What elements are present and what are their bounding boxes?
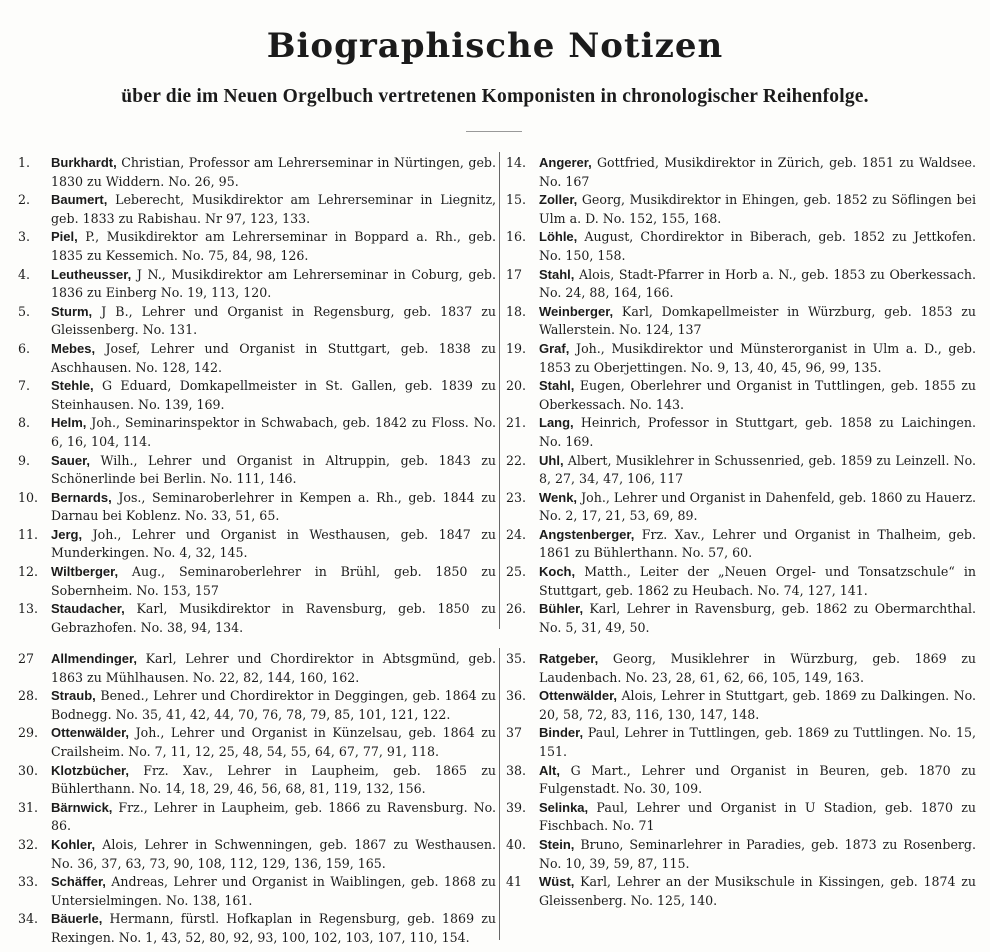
entry-text: Frz. Xav., Lehrer und Organist in Thalheim, geb. 1861 zu Bühlerthann. No. 57, 60. <box>539 526 976 561</box>
entry-text: Alois, Stadt-Pfarrer in Horb a. N., geb. 1853 zu Oberkessach. No. 24, 88, 164, 166. <box>539 266 976 301</box>
composer-name: Piel, <box>51 229 78 245</box>
biography-entry <box>18 873 496 910</box>
biography-entry <box>506 414 976 451</box>
composer-name: Weinberger, <box>539 303 614 319</box>
biography-entry <box>506 724 976 761</box>
composer-name: Angstenberger, <box>539 526 635 542</box>
entry-text: Bruno, Seminarlehrer in Paradies, geb. 1873 zu Rosenberg. No. 10, 39, 59, 87, 115. <box>539 836 976 871</box>
entry-number: 38. <box>506 762 527 778</box>
entry-number: 30. <box>18 762 39 778</box>
composer-name: Ottenwälder, <box>51 725 130 741</box>
composer-name: Bäuerle, <box>51 911 103 927</box>
biography-entry <box>506 600 976 637</box>
composer-name: Allmendinger, <box>51 651 137 666</box>
composer-name: Stein, <box>539 836 575 852</box>
entry-number: 41 <box>506 874 523 890</box>
entry-number: 5. <box>18 303 31 319</box>
biography-entry <box>506 563 976 600</box>
biography-entry <box>18 489 496 526</box>
entry-number: 7. <box>18 378 31 394</box>
composer-name: Ottenwälder, <box>539 688 618 704</box>
composer-name: Burkhardt, <box>51 155 117 170</box>
entry-text: P., Musikdirektor am Lehrerseminar in Boppard a. Rh., geb. 1835 zu Kessemich. No. 75, 84, 98, 126. <box>51 229 496 263</box>
entry-number: 35. <box>506 651 527 666</box>
composer-name: Klotzbücher, <box>51 762 130 778</box>
biography-entry <box>506 489 976 526</box>
biography-entry <box>18 687 496 724</box>
biography-entry <box>18 266 496 303</box>
biography-entry <box>18 836 496 873</box>
biography-entry <box>506 303 976 340</box>
entry-text: Leberecht, Musikdirektor am Lehrerseminar in Liegnitz, geb. 1833 zu Rabishau. Nr 97, 123, 133. <box>51 192 496 226</box>
column-divider-bottom <box>499 648 500 940</box>
entry-number: 9. <box>18 452 31 468</box>
biography-entry <box>506 340 976 377</box>
entry-text: Georg, Musiklehrer in Würzburg, geb. 1869 zu Laudenbach. No. 23, 28, 61, 62, 66, 105, 149, 163. <box>539 651 976 685</box>
biography-entry <box>18 526 496 563</box>
entry-number: 1. <box>18 155 31 170</box>
entry-number: 40. <box>506 836 527 852</box>
entry-text: Josef, Lehrer und Organist in Stuttgart, geb. 1838 zu Aschhausen. No. 128, 142. <box>51 340 496 375</box>
biography-entry <box>506 799 976 836</box>
composer-name: Wenk, <box>539 489 578 505</box>
entry-text: Joh., Seminarinspektor in Schwabach, geb. 1842 zu Floss. No. 6, 16, 104, 114. <box>51 415 496 449</box>
entry-number: 26. <box>506 601 527 617</box>
page-title: Biographische Notizen <box>266 26 724 66</box>
entry-number: 25. <box>506 564 527 580</box>
section-2-left-column <box>18 650 496 948</box>
entry-number: 29. <box>18 725 39 741</box>
biography-entry <box>18 303 496 340</box>
entry-text: Andreas, Lehrer und Organist in Waiblingen, geb. 1868 zu Untersielmingen. No. 138, 161. <box>51 874 496 908</box>
entry-text: Karl, Domkapellmeister in Würzburg, geb. 1853 zu Wallerstein. No. 124, 137 <box>539 303 976 338</box>
entry-number: 20. <box>506 378 527 394</box>
biography-entry <box>506 762 976 799</box>
entry-number: 6. <box>18 340 31 356</box>
composer-name: Stahl, <box>539 266 575 282</box>
entry-text: Karl, Lehrer in Ravensburg, geb. 1862 zu Obermarchthal. No. 5, 31, 49, 50. <box>539 601 976 635</box>
entry-number: 31. <box>18 799 39 815</box>
entry-number: 19. <box>506 340 527 356</box>
entry-text: Eugen, Oberlehrer und Organist in Tuttlingen, geb. 1855 zu Oberkessach. No. 143. <box>539 378 976 412</box>
entry-text: Albert, Musiklehrer in Schussenried, geb. 1859 zu Leinzell. No. 8, 27, 34, 47, 106, 117 <box>539 452 976 487</box>
composer-name: Mebes, <box>51 340 96 356</box>
entry-text: Georg, Musikdirektor in Ehingen, geb. 1852 zu Söflingen bei Ulm a. D. No. 152, 155, 168. <box>539 192 976 226</box>
composer-name: Sturm, <box>51 303 93 319</box>
composer-name: Jerg, <box>51 526 83 542</box>
entry-number: 22. <box>506 452 527 468</box>
entry-number: 4. <box>18 266 31 282</box>
page-subtitle: über die im Neuen Orgelbuch vertretenen Komponisten in chronologischer Reihenfolge. <box>121 86 869 107</box>
entry-text: Joh., Musikdirektor und Münsterorganist in Ulm a. D., geb. 1853 zu Oberjettingen. No. 9, 13, 40, 45, 96, 99, 135. <box>539 340 976 375</box>
biography-entry <box>506 228 976 265</box>
composer-name: Baumert, <box>51 192 108 208</box>
composer-name: Uhl, <box>539 452 564 468</box>
entry-number: 3. <box>18 229 31 245</box>
biography-entry <box>18 377 496 414</box>
entry-text: Bened., Lehrer und Chordirektor in Deggingen, geb. 1864 zu Bodnegg. No. 35, 41, 42, 44, 70, 76, 78, 79, 85, 101, 121, 122. <box>51 688 496 722</box>
composer-name: Bärnwick, <box>51 799 113 815</box>
entry-text: Matth., Leiter der „Neuen Orgel- und Tonsatzschule“ in Stuttgart, geb. 1862 zu Heubach. No. 74, 127, 141. <box>539 564 976 598</box>
entry-number: 14. <box>506 155 527 170</box>
entry-number: 24. <box>506 526 527 542</box>
entry-text: Karl, Lehrer an der Musikschule in Kissingen, geb. 1874 zu Gleissenberg. No. 125, 140. <box>539 874 976 908</box>
biography-entry <box>18 414 496 451</box>
entry-number: 11. <box>18 526 39 542</box>
entry-number: 32. <box>18 836 39 852</box>
biography-entry <box>506 452 976 489</box>
entry-number: 13. <box>18 601 39 617</box>
entry-text: Joh., Lehrer und Organist in Westhausen, geb. 1847 zu Munderkingen. No. 4, 32, 145. <box>51 526 496 561</box>
column-divider-top <box>499 152 500 629</box>
section-2-right-column <box>506 650 976 910</box>
biography-entry <box>18 910 496 947</box>
biography-entry <box>506 687 976 724</box>
entry-text: Alois, Lehrer in Stuttgart, geb. 1869 zu Dalkingen. No. 20, 58, 72, 83, 116, 130, 147, 148. <box>539 688 976 722</box>
biography-entry <box>506 377 976 414</box>
entry-text: J N., Musikdirektor am Lehrerseminar in Coburg, geb. 1836 zu Einberg No. 19, 113, 120. <box>51 266 496 301</box>
entry-number: 8. <box>18 415 31 431</box>
biography-entry <box>18 340 496 377</box>
entry-text: Wilh., Lehrer und Organist in Altruppin, geb. 1843 zu Schönerlinde bei Berlin. No. 111, 146. <box>51 452 496 487</box>
composer-name: Binder, <box>539 725 584 741</box>
entry-text: Karl, Musikdirektor in Ravensburg, geb. 1850 zu Gebrazhofen. No. 38, 94, 134. <box>51 601 496 635</box>
composer-name: Graf, <box>539 340 570 356</box>
composer-name: Bernards, <box>51 489 112 505</box>
entry-text: Karl, Lehrer und Chordirektor in Abtsgmünd, geb. 1863 zu Mühlhausen. No. 22, 82, 144, 160, 162. <box>51 651 496 685</box>
entry-text: Aug., Seminaroberlehrer in Brühl, geb. 1850 zu Sobernheim. No. 153, 157 <box>51 564 496 598</box>
entry-number: 33. <box>18 874 39 890</box>
entry-number: 28. <box>18 688 39 704</box>
biography-entry <box>506 873 976 910</box>
entry-number: 18. <box>506 303 527 319</box>
biography-entry <box>18 154 496 191</box>
biography-entry <box>18 191 496 228</box>
section-1-right-column <box>506 154 976 637</box>
composer-name: Bühler, <box>539 601 584 617</box>
composer-name: Staudacher, <box>51 601 125 617</box>
composer-name: Löhle, <box>539 229 578 245</box>
composer-name: Schäffer, <box>51 874 106 890</box>
composer-name: Wiltberger, <box>51 564 119 580</box>
entry-text: G Mart., Lehrer und Organist in Beuren, geb. 1870 zu Fulgenstadt. No. 30, 109. <box>539 762 976 797</box>
biography-entry <box>18 600 496 637</box>
biography-entry <box>18 799 496 836</box>
composer-name: Stahl, <box>539 378 575 394</box>
composer-name: Kohler, <box>51 836 96 852</box>
entry-text: August, Chordirektor in Biberach, geb. 1852 zu Jettkofen. No. 150, 158. <box>539 229 976 263</box>
composer-name: Helm, <box>51 415 87 431</box>
composer-name: Alt, <box>539 762 560 778</box>
entry-text: Jos., Seminaroberlehrer in Kempen a. Rh., geb. 1844 zu Darnau bei Koblenz. No. 33, 51, 65. <box>51 489 496 524</box>
entry-text: Joh., Lehrer und Organist in Dahenfeld, geb. 1860 zu Hauerz. No. 2, 17, 21, 53, 69, 89. <box>539 489 976 524</box>
entry-text: G Eduard, Domkapellmeister in St. Gallen, geb. 1839 zu Steinhausen. No. 139, 169. <box>51 378 496 412</box>
biography-entry <box>506 836 976 873</box>
title-divider <box>466 131 522 132</box>
entry-text: Frz. Xav., Lehrer in Laupheim, geb. 1865 zu Bühlerthann. No. 14, 18, 29, 46, 56, 68, 81, 119, 132, 156. <box>51 762 496 797</box>
entry-number: 36. <box>506 688 527 704</box>
biography-entry <box>506 154 976 191</box>
entry-number: 12. <box>18 564 39 580</box>
composer-name: Zoller, <box>539 192 578 208</box>
entry-text: Frz., Lehrer in Laupheim, geb. 1866 zu Ravensburg. No. 86. <box>51 799 496 834</box>
entry-number: 27 <box>18 651 35 666</box>
entry-text: Paul, Lehrer in Tuttlingen, geb. 1869 zu Tuttlingen. No. 15, 151. <box>539 725 976 759</box>
composer-name: Ratgeber, <box>539 651 599 666</box>
biography-entry <box>18 228 496 265</box>
composer-name: Selinka, <box>539 799 589 815</box>
biography-entry <box>506 266 976 303</box>
entry-number: 10. <box>18 489 39 505</box>
composer-name: Straub, <box>51 688 96 704</box>
biography-entry <box>18 650 496 687</box>
section-1-left-column <box>18 154 496 637</box>
entry-text: Christian, Professor am Lehrerseminar in Nürtingen, geb. 1830 zu Widdern. No. 26, 95. <box>51 155 496 189</box>
entry-number: 37 <box>506 725 523 741</box>
biography-entry <box>18 762 496 799</box>
biography-entry <box>506 526 976 563</box>
entry-number: 39. <box>506 799 527 815</box>
entry-text: Heinrich, Professor in Stuttgart, geb. 1858 zu Laichingen. No. 169. <box>539 415 976 449</box>
composer-name: Leutheusser, <box>51 266 132 282</box>
biography-entry <box>18 724 496 761</box>
entry-text: Gottfried, Musikdirektor in Zürich, geb. 1851 zu Waldsee. No. 167 <box>539 155 976 189</box>
composer-name: Angerer, <box>539 155 592 170</box>
entry-number: 2. <box>18 192 31 208</box>
biography-entry <box>18 452 496 489</box>
composer-name: Wüst, <box>539 874 575 890</box>
entry-text: J B., Lehrer und Organist in Regensburg, geb. 1837 zu Gleissenberg. No. 131. <box>51 303 496 338</box>
entry-number: 15. <box>506 192 527 208</box>
entry-text: Paul, Lehrer und Organist in U Stadion, geb. 1870 zu Fischbach. No. 71 <box>539 799 976 834</box>
entry-text: Alois, Lehrer in Schwenningen, geb. 1867 zu Westhausen. No. 36, 37, 63, 73, 90, 108, 112, 129, 136, 159, 165. <box>51 836 496 871</box>
entry-number: 16. <box>506 229 527 245</box>
entry-number: 21. <box>506 415 527 431</box>
composer-name: Lang, <box>539 415 574 431</box>
entry-number: 34. <box>18 911 39 927</box>
entry-number: 17 <box>506 266 523 282</box>
entry-text: Joh., Lehrer und Organist in Künzelsau, geb. 1864 zu Crailsheim. No. 7, 11, 12, 25, 48, 54, 55, 64, 67, 77, 91, 118. <box>51 725 496 759</box>
composer-name: Koch, <box>539 564 576 580</box>
composer-name: Stehle, <box>51 378 94 394</box>
entry-text: Hermann, fürstl. Hofkaplan in Regensburg, geb. 1869 zu Rexingen. No. 1, 43, 52, 80, 92, 93, 100, 102, 103, 107, 110, 154. <box>51 911 496 945</box>
entry-number: 23. <box>506 489 527 505</box>
biography-entry <box>18 563 496 600</box>
composer-name: Sauer, <box>51 452 91 468</box>
biography-entry <box>506 650 976 687</box>
biography-entry <box>506 191 976 228</box>
